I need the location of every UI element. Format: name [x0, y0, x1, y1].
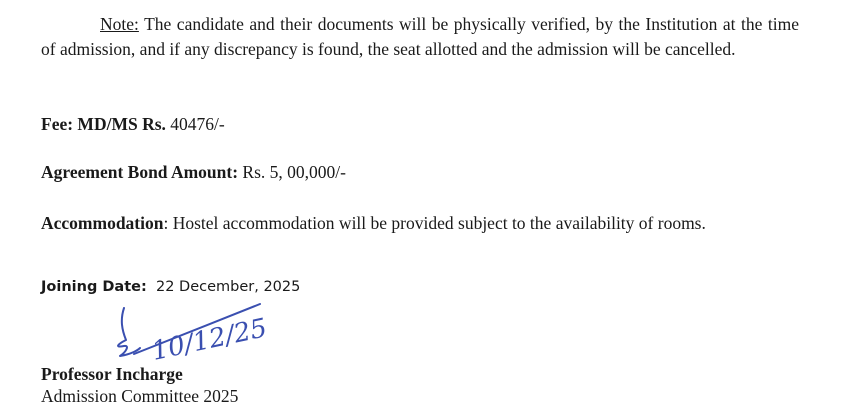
joining-date-line: [41, 279, 300, 295]
signature-date: 10/12/25: [149, 313, 270, 367]
fee-value: 40476/-: [165, 114, 225, 134]
accommodation-value: : Hostel accommodation will be provided subject to the availability of rooms.: [163, 213, 706, 233]
accommodation-line: [41, 213, 706, 234]
accommodation-label: Accommodation: [41, 213, 164, 233]
bond-line: [41, 162, 346, 183]
committee-name: Admission Committee 2025: [41, 386, 239, 406]
bond-value: Rs. 5, 00,000/-: [238, 162, 346, 182]
note-text: The candidate and their documents will be physically verified, by the Institution at the time of admission, and if any discrepancy is found, the seat allotted and the admission will be cancelled.: [41, 14, 799, 59]
signatory-title: Professor Incharge: [41, 364, 183, 384]
fee-label: Fee: MD/MS Rs.: [41, 114, 166, 134]
fee-line: [41, 114, 225, 135]
handwritten-signature: [110, 300, 280, 370]
note-paragraph: [41, 12, 799, 62]
note-label: Note:: [100, 14, 139, 34]
joining-date-value: 22 December, 2025: [146, 279, 301, 295]
joining-date-label: Joining Date:: [41, 279, 147, 295]
bond-label: Agreement Bond Amount:: [41, 162, 239, 182]
